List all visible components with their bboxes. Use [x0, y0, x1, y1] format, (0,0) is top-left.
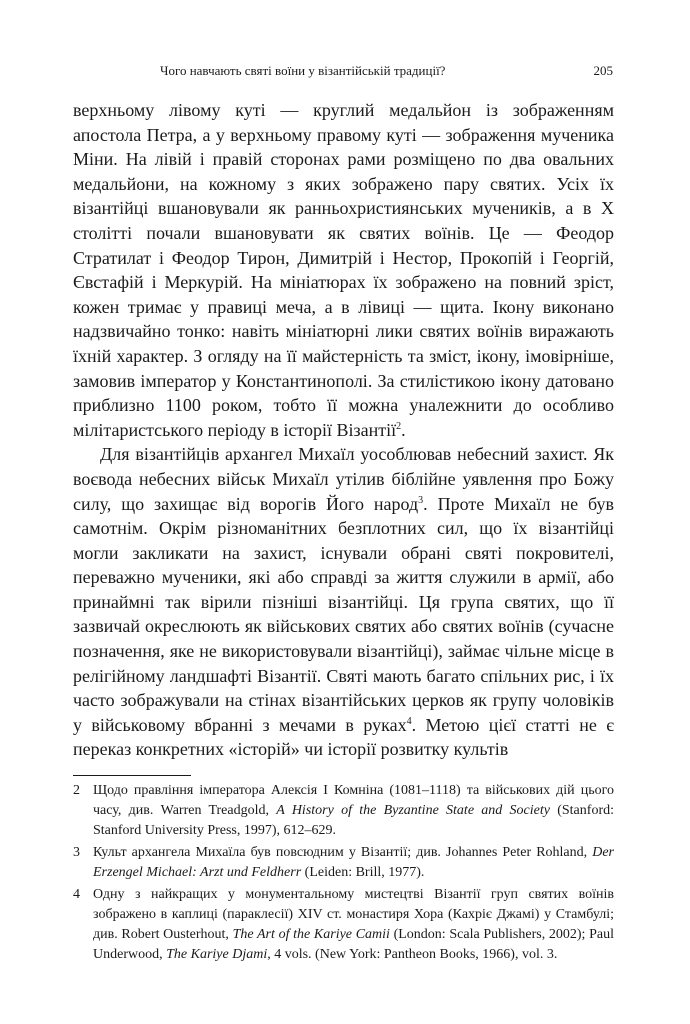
footnote-ref-2: 2 [396, 420, 402, 432]
running-title: Чого навчають святі воїни у візантійській традиції? [160, 63, 446, 78]
paragraph-1: верхньому лівому куті — круглий медальйон із зображенням апостола Петра, а у верхньому правому куті — зображення мученика Міни. На лівій і правій сторонах рами розміщено по два овальних медальйони, на кожному з яких зображено пару святих. Усіх їх візантійці вшановували як ранньохристиянських мучеників, а в X столітті почали вшановувати як святих воїнів. Це — Феодор Стратилат і Феодор Тирон, Димитрій і Нестор, Прокопій і Георгій, Євстафій і Меркурій. На мініатюрах їх зображено на повний зріст, кожен тримає у правиці меча, а в лівиці — щита. Ікону виконано надзвичайно тонко: навіть мініатюрні лики святих воїнів виражають їхній характер. З огляду на її майстерність та зміст, ікону, імовірніше, замовив імператор у Константинополі. За стилістикою ікону датовано приблизно 1100 роком, тобто її можна уналежнити до особливо мілітаристського періоду в історії Візантії$^2$. [73, 100, 614, 440]
running-header [73, 62, 613, 80]
footnote-ref-4: 4 [406, 715, 412, 727]
footnote-separator [73, 775, 191, 776]
footnote-ref-3: 3 [418, 494, 424, 506]
page-number: 205 [593, 63, 613, 78]
footnote-number: 2 [73, 783, 80, 798]
footnotes [73, 781, 614, 967]
footnote-4: 4 Одну з найкращих у монументальному мистецтві Візантії груп святих воїнів зображено в каплиці (параклесії) XIV ст. монастиря Хора (Кахріє Джамі) у Стамбулі; див. Robert Ousterhout, The Art of the Kariye Camii (London: Scala Publishers, 2002); Paul Underwood, The Kariye Djami, 4 vols. (New York: Pantheon Books, 1966), vol. 3. [73, 887, 614, 962]
footnote-3: 3 Культ архангела Михаїла був повсюдним у Візантії; див. Johannes Peter Rohland, Der Erzengel Michael: Arzt und Feldherr (Leiden: Brill, 1977). [73, 845, 614, 880]
main-text [73, 98, 614, 762]
footnote-2: 2 Щодо правління імператора Алексія I Комніна (1081–1118) та військових дій цього часу, див. Warren Treadgold, A History of the Byzantine State and Society (Stanford: Stanford University Press, 1997), 612–629. [73, 783, 614, 838]
footnote-number: 3 [73, 845, 80, 860]
footnote-number: 4 [73, 887, 80, 902]
paragraph-2: Для візантійців архангел Михаїл уособлював небесний захист. Як воєвода небесних військ Михаїл утілив біблійне уявлення про Божу силу, що захищає від ворогів Його народ$^3$. Проте Михаїл не був самотнім. Окрім різноманітних безплотних сил, що їх візантійці могли закликати на захист, існували обрані святі покровителі, переважно мученики, які або справді за життя служили в армії, або принаймні так вірили пізніші візантійці. Ця група святих, що її зазвичай окреслюють як військових святих або святих воїнів (сучасне позначення, яке не використовували візантійці), займає чільне місце в релігійному ландшафті Візантії. Святі мають багато спільних рис, і їх часто зображували на стінах візантійських церков як групу чоловіків у військовому вбранні з мечами в руках$^4$. Метою цієї статті не є переказ конкретних «історій» чи історії розвитку культів [73, 444, 615, 760]
